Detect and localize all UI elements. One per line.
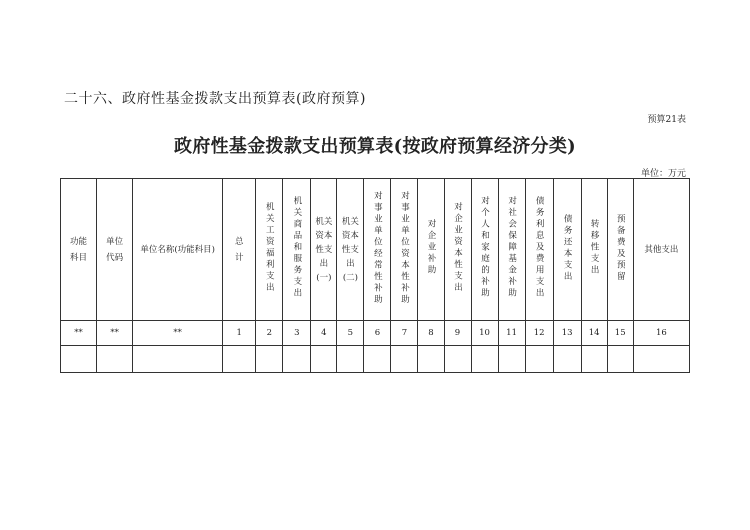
index-cell: 15 xyxy=(607,321,633,346)
data-cell xyxy=(418,346,444,373)
header-reserve: 预备费及预留 xyxy=(607,179,633,321)
header-total: 总 计 xyxy=(223,179,256,321)
index-cell: 12 xyxy=(525,321,553,346)
index-cell: 10 xyxy=(471,321,498,346)
index-cell: 2 xyxy=(256,321,283,346)
header-enterprise-sub: 对企业补助 xyxy=(418,179,444,321)
index-cell: ** xyxy=(61,321,97,346)
header-unit-code: 单位 代码 xyxy=(97,179,133,321)
data-row xyxy=(61,346,690,373)
data-cell xyxy=(633,346,689,373)
header-social-security: 对社会保障基金补助 xyxy=(498,179,525,321)
data-cell xyxy=(283,346,311,373)
header-other: 其他支出 xyxy=(633,179,689,321)
header-row xyxy=(61,179,690,321)
header-goods-services: 机关商品和服务支出 xyxy=(283,179,311,321)
index-cell: 3 xyxy=(283,321,311,346)
index-row xyxy=(61,321,690,346)
index-cell: 9 xyxy=(444,321,471,346)
header-capital-1: 机关 资本 性支 出 (一) xyxy=(311,179,337,321)
table-number: 预算21表 xyxy=(647,115,686,125)
data-cell xyxy=(471,346,498,373)
index-cell: 1 xyxy=(223,321,256,346)
data-cell xyxy=(337,346,364,373)
header-debt-interest: 债务利息及费用支出 xyxy=(525,179,553,321)
index-cell: 6 xyxy=(364,321,391,346)
header-debt-principal: 债务还本支出 xyxy=(553,179,581,321)
header-transfer: 转移性支出 xyxy=(581,179,607,321)
index-cell: 4 xyxy=(311,321,337,346)
header-capital-2: 机关 资本 性支 出 (二) xyxy=(337,179,364,321)
data-cell xyxy=(581,346,607,373)
document-title: 政府性基金拨款支出预算表(按政府预算经济分类) xyxy=(174,136,576,157)
header-enterprise-capital: 对企业资本性支出 xyxy=(444,179,471,321)
data-cell xyxy=(61,346,97,373)
index-cell: 13 xyxy=(553,321,581,346)
header-individual-family: 对个人和家庭的补助 xyxy=(471,179,498,321)
section-heading: 二十六、政府性基金拨款支出预算表(政府预算) xyxy=(64,91,366,107)
data-cell xyxy=(553,346,581,373)
data-cell xyxy=(223,346,256,373)
data-cell xyxy=(607,346,633,373)
header-wage-welfare: 机关工资福利支出 xyxy=(256,179,283,321)
data-cell xyxy=(498,346,525,373)
header-func-subject: 功能 科目 xyxy=(61,179,97,321)
index-cell: 14 xyxy=(581,321,607,346)
index-cell: 5 xyxy=(337,321,364,346)
data-cell xyxy=(133,346,223,373)
index-cell: ** xyxy=(97,321,133,346)
header-inst-recurring: 对事业单位经常性补助 xyxy=(364,179,391,321)
data-cell xyxy=(364,346,391,373)
header-unit-name: 单位名称(功能科目) xyxy=(133,179,223,321)
index-cell: 11 xyxy=(498,321,525,346)
data-cell xyxy=(525,346,553,373)
index-cell: ** xyxy=(133,321,223,346)
header-inst-capital: 对事业单位资本性补助 xyxy=(391,179,418,321)
unit-label: 单位：万元 xyxy=(640,169,686,179)
index-cell: 8 xyxy=(418,321,444,346)
data-cell xyxy=(256,346,283,373)
index-cell: 16 xyxy=(633,321,689,346)
data-cell xyxy=(311,346,337,373)
index-cell: 7 xyxy=(391,321,418,346)
budget-table xyxy=(60,178,690,373)
data-cell xyxy=(97,346,133,373)
data-cell xyxy=(391,346,418,373)
data-cell xyxy=(444,346,471,373)
